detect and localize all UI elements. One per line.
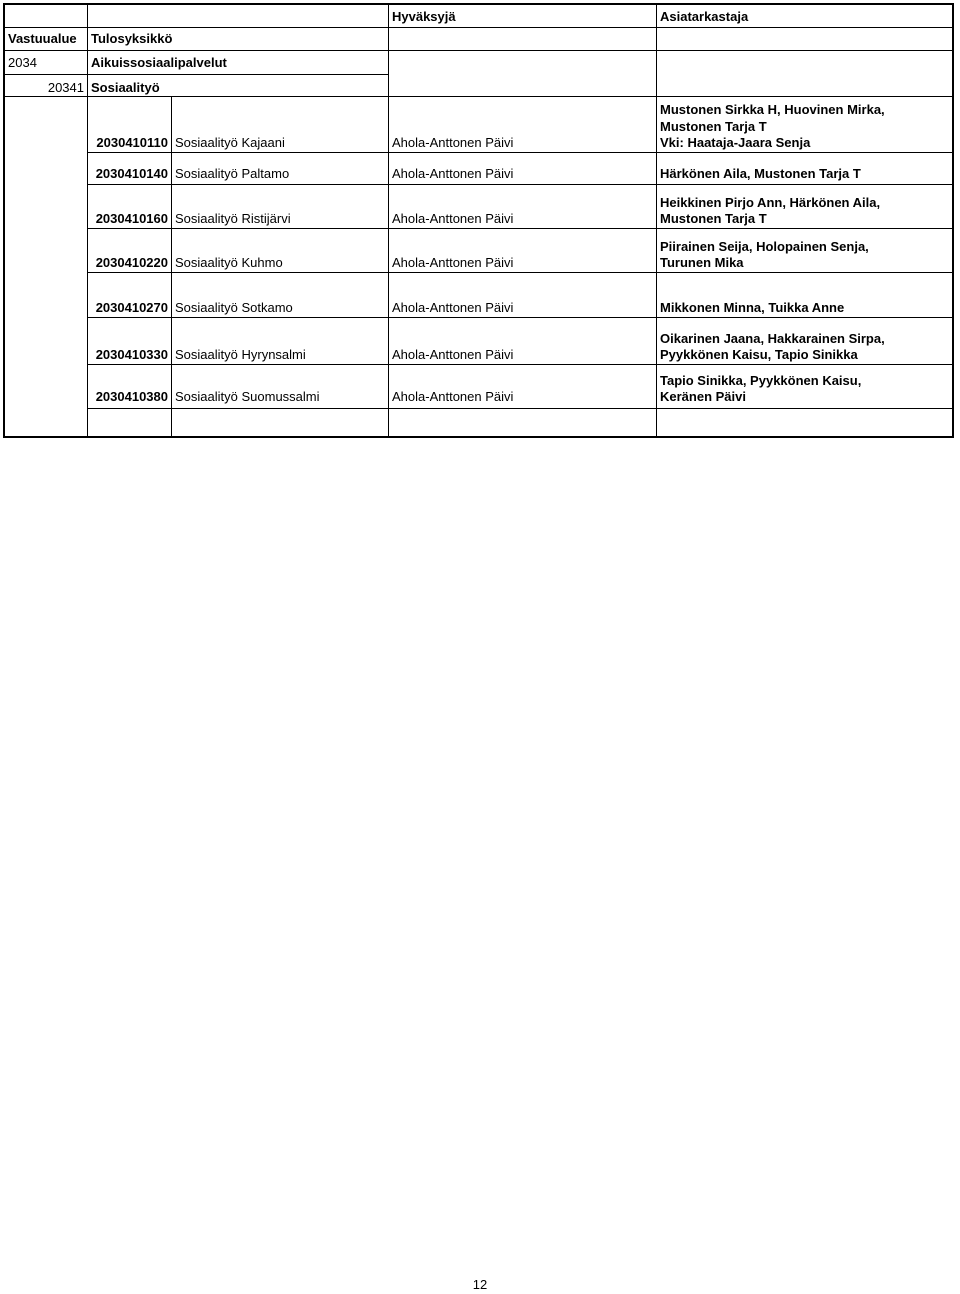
inspector-line: Mikkonen Minna, Tuikka Anne [660,300,845,315]
area-name: Aikuissosiaalipalvelut [91,55,227,70]
unit-name: Sosiaalityö [91,80,160,95]
row-divider [3,27,954,28]
inspector-line: Piirainen Seija, Holopainen Senja, [660,239,869,254]
cost-center-name: Sosiaalityö Sotkamo [175,300,293,315]
inspector-line: Vki: Haataja-Jaara Senja [660,135,811,150]
row-divider [88,408,954,409]
inspector-line: Turunen Mika [660,255,744,270]
cost-center-name: Sosiaalityö Paltamo [175,166,290,181]
inspector-line: Mustonen Tarja T [660,119,767,134]
page-number: 12 [472,1277,488,1292]
column-header-vastuualue: Vastuualue [8,31,77,46]
approver: Ahola-Anttonen Päivi [392,300,514,315]
approver: Ahola-Anttonen Päivi [392,135,514,150]
row-divider [88,364,954,365]
inspector-line: Härkönen Aila, Mustonen Tarja T [660,166,861,181]
cost-center-code: 2030410220 [95,255,168,270]
cost-center-name: Sosiaalityö Kajaani [175,135,285,150]
approver: Ahola-Anttonen Päivi [392,389,514,404]
inspector-line: Pyykkönen Kaisu, Tapio Sinikka [660,347,858,362]
cost-center-name: Sosiaalityö Suomussalmi [175,389,320,404]
approver: Ahola-Anttonen Päivi [392,211,514,226]
cost-center-code: 2030410140 [95,166,168,181]
row-divider [88,272,954,273]
row-divider [88,184,954,185]
inspector-line: Keränen Päivi [660,389,746,404]
cost-center-code: 2030410270 [95,300,168,315]
row-divider [3,50,954,51]
cost-center-code: 2030410380 [95,389,168,404]
column-divider [388,3,389,438]
approver: Ahola-Anttonen Päivi [392,166,514,181]
area-code: 2034 [8,55,37,70]
inspector-line: Mustonen Sirkka H, Huovinen Mirka, [660,102,885,117]
column-header-asiatarkastaja: Asiatarkastaja [660,9,749,24]
row-divider [3,74,388,75]
approver: Ahola-Anttonen Päivi [392,347,514,362]
inspector-line: Mustonen Tarja T [660,211,767,226]
cost-center-code: 2030410110 [96,135,168,150]
row-divider [3,96,954,97]
approver: Ahola-Anttonen Päivi [392,255,514,270]
column-header-tulosyksikko: Tulosyksikkö [91,31,173,46]
inspector-line: Heikkinen Pirjo Ann, Härkönen Aila, [660,195,881,210]
column-header-hyvaksyja: Hyväksyjä [392,9,456,24]
unit-code: 20341 [47,80,84,95]
inspector-line: Oikarinen Jaana, Hakkarainen Sirpa, [660,331,885,346]
row-divider [88,317,954,318]
cost-center-name: Sosiaalityö Hyrynsalmi [175,347,306,362]
row-divider [88,228,954,229]
cost-center-name: Sosiaalityö Kuhmo [175,255,283,270]
cost-center-code: 2030410160 [95,211,168,226]
cost-center-code: 2030410330 [95,347,168,362]
inspector-line: Tapio Sinikka, Pyykkönen Kaisu, [660,373,862,388]
column-divider [171,96,172,438]
cost-center-name: Sosiaalityö Ristijärvi [175,211,291,226]
column-divider [656,3,657,438]
row-divider [88,152,954,153]
